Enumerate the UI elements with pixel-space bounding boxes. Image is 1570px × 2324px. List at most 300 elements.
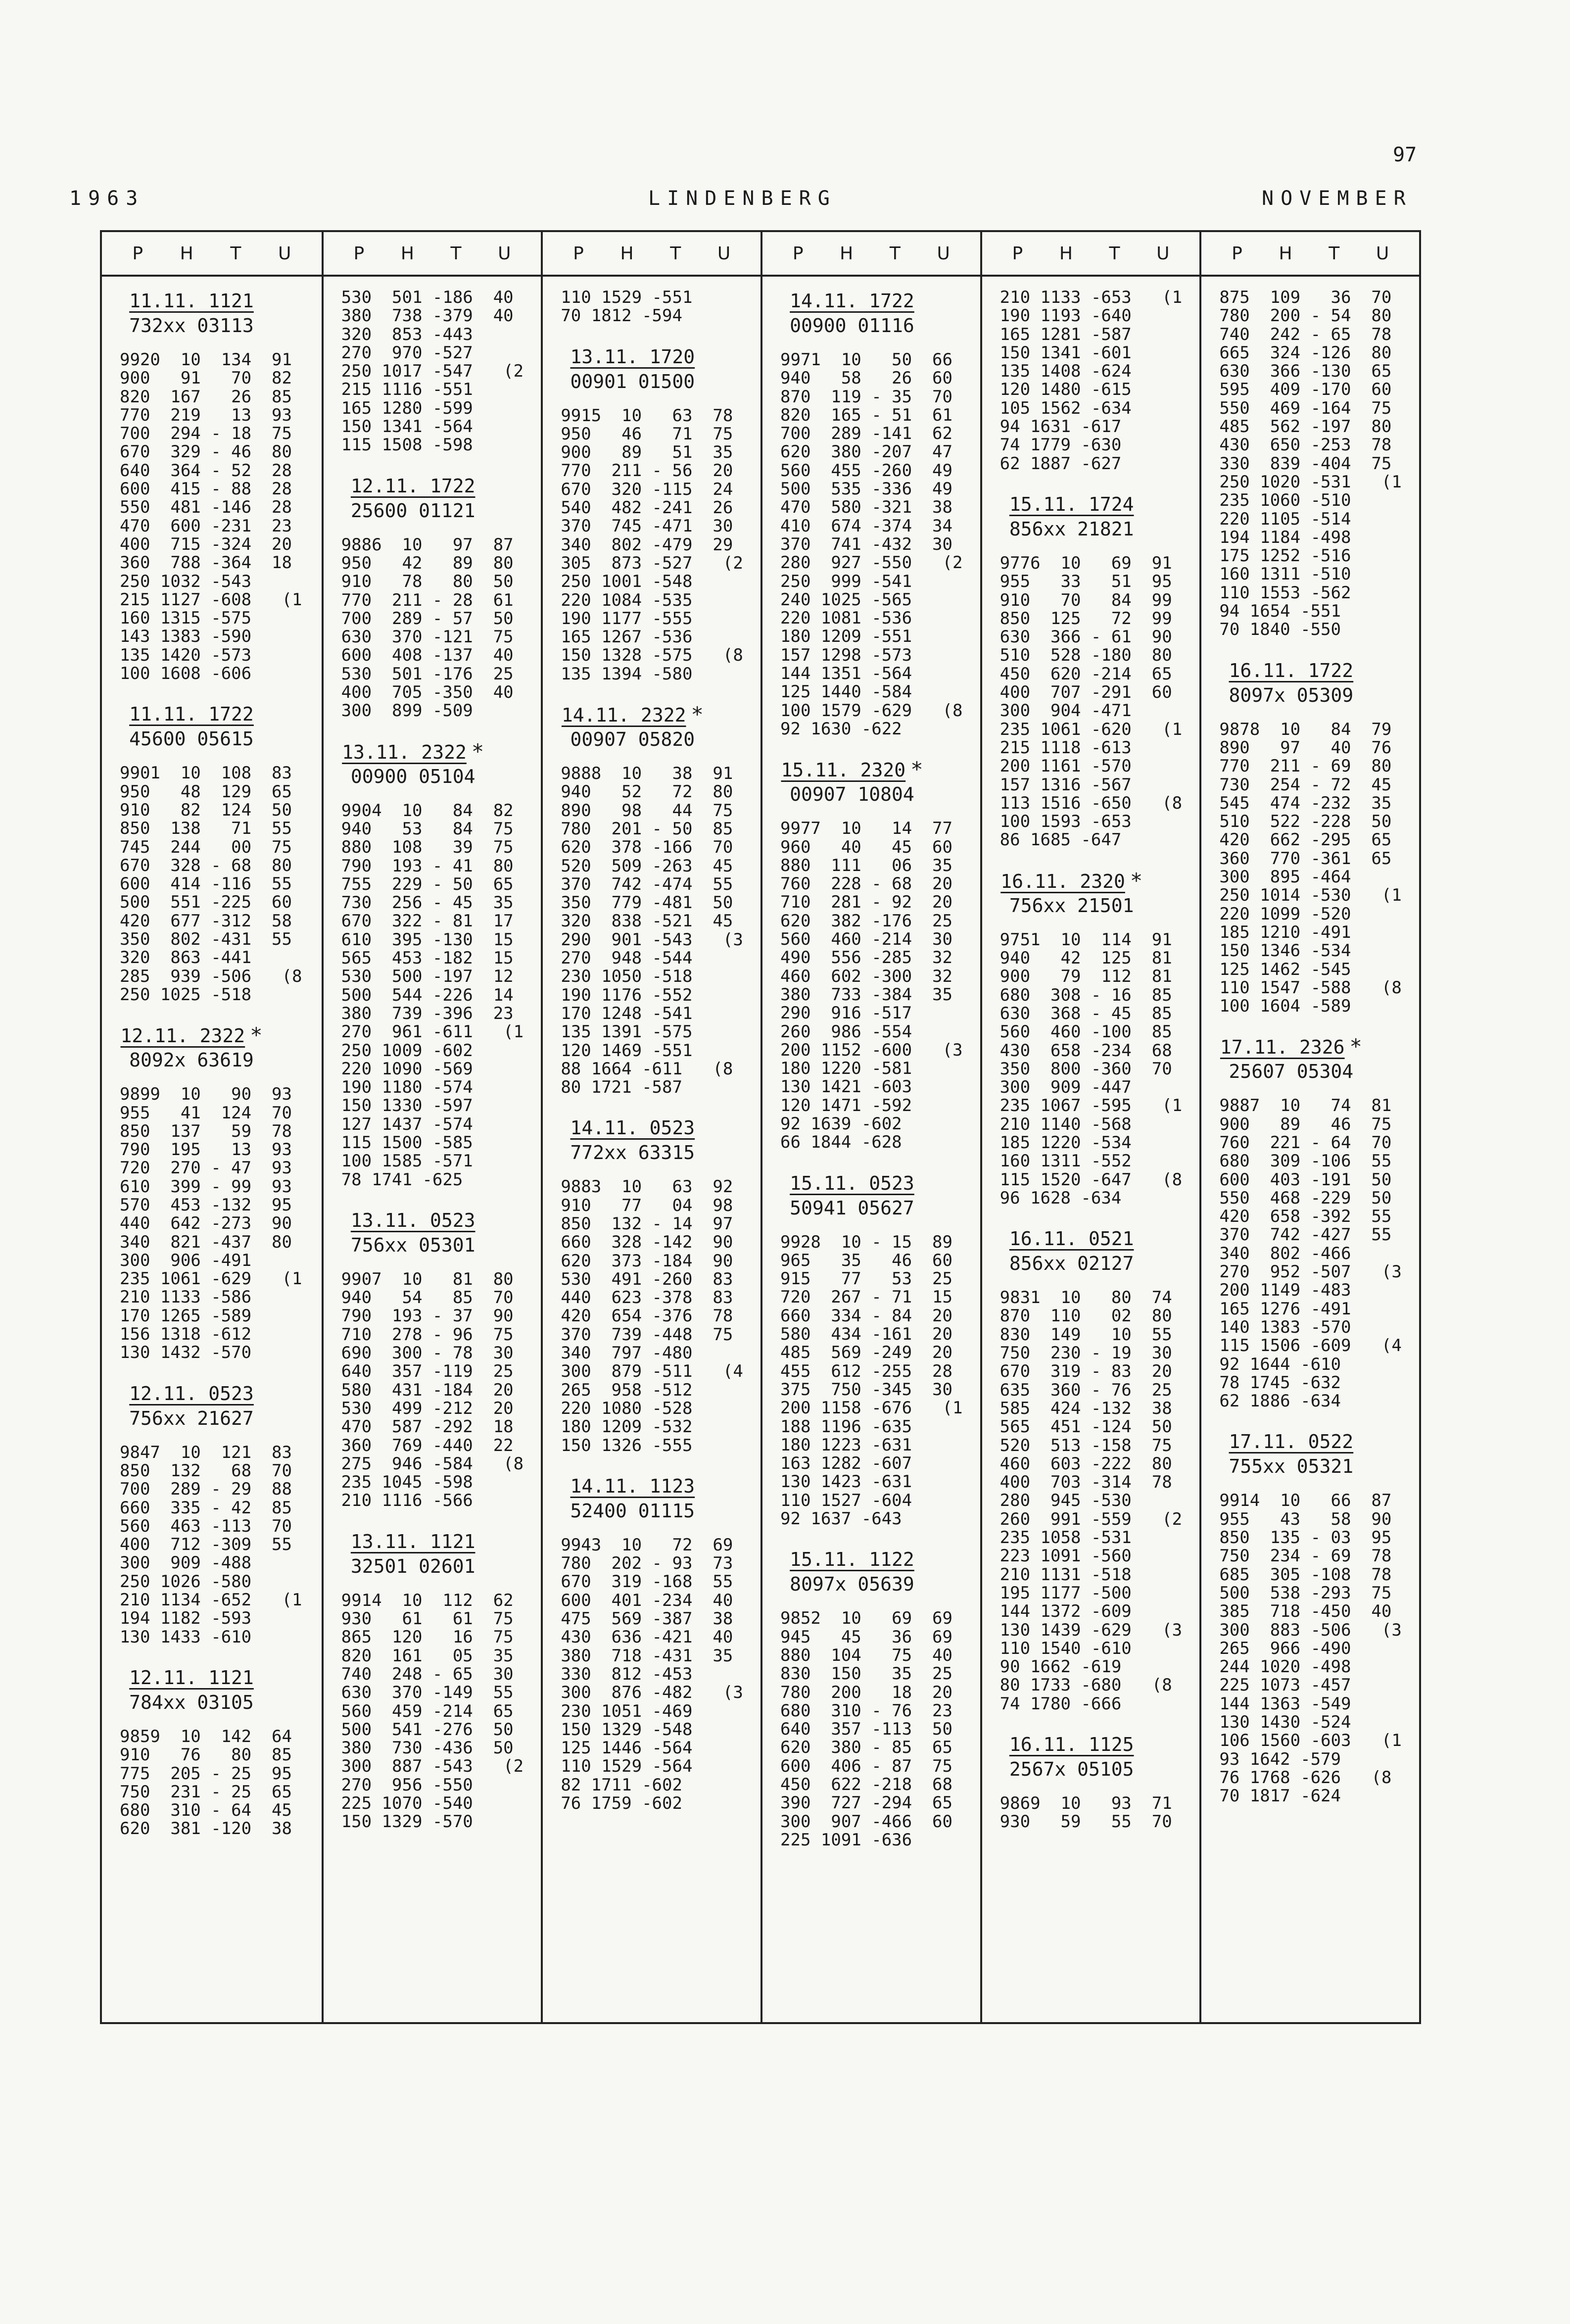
table-row: 175 1252 -516 <box>1219 546 1351 566</box>
table-row: 125 1462 -545 <box>1219 959 1351 979</box>
table-row: 88 1664 -611 (8 <box>561 1059 733 1079</box>
table-row: 78 1745 -632 <box>1219 1372 1341 1393</box>
table-row: 430 636 -421 40 <box>561 1627 733 1647</box>
table-row: 530 500 -197 12 <box>341 967 514 987</box>
block-code: 25600 01121 <box>350 499 476 522</box>
table-row: 640 357 -119 25 <box>341 1361 514 1382</box>
table-row: 630 370 -149 55 <box>341 1683 514 1703</box>
table-row: 720 270 - 47 93 <box>120 1158 292 1178</box>
table-row: 150 1330 -597 <box>341 1096 473 1116</box>
sounding-block <box>341 1529 541 1832</box>
block-title <box>561 1474 704 1499</box>
table-row: 700 289 -141 62 <box>780 424 952 444</box>
column-body <box>1201 277 1419 1805</box>
block-title <box>780 757 924 782</box>
table-row: 940 58 26 60 <box>780 368 952 388</box>
table-row: 80 1733 -680 (8 <box>999 1675 1172 1695</box>
block-title <box>780 1547 924 1572</box>
table-row: 9878 10 84 79 <box>1219 719 1392 739</box>
table-row: 915 77 53 25 <box>780 1269 952 1289</box>
block-star: * <box>471 739 484 764</box>
table-row: 635 360 - 76 25 <box>999 1380 1172 1400</box>
table-row: 9928 10 - 15 89 <box>780 1232 952 1252</box>
column-header <box>543 232 761 277</box>
table-row: 755 229 - 50 65 <box>341 874 514 894</box>
table-row: 520 513 -158 75 <box>999 1435 1172 1455</box>
table-row: 260 991 -559 (2 <box>999 1509 1183 1529</box>
table-row: 225 1070 -540 <box>341 1793 473 1813</box>
block-code: 772xx 63315 <box>570 1142 695 1164</box>
table-row: 660 328 -142 90 <box>561 1232 733 1253</box>
table-row: 190 1193 -640 <box>999 306 1132 326</box>
table-row: 9869 10 93 71 <box>999 1793 1172 1813</box>
table-row: 340 797 -480 <box>561 1343 693 1363</box>
sounding-block <box>341 1208 541 1510</box>
block-date-time: 14.11. 2322 <box>561 704 686 726</box>
column-header-label: U <box>937 243 950 264</box>
column-header-label: H <box>1059 243 1073 264</box>
table-row: 120 1480 -615 <box>999 380 1132 400</box>
table-row: 400 705 -350 40 <box>341 682 514 703</box>
table-row: 9971 10 50 66 <box>780 350 952 370</box>
block-title <box>561 702 704 727</box>
block-star: * <box>250 1023 263 1048</box>
table-row: 190 1176 -552 <box>561 985 693 1005</box>
table-row: 105 1562 -634 <box>999 398 1132 418</box>
table-row: 290 916 -517 <box>780 1003 912 1023</box>
table-row: 745 244 00 75 <box>120 837 292 857</box>
table-row: 370 739 -448 75 <box>561 1324 733 1345</box>
table-row: 420 677 -312 58 <box>120 911 292 931</box>
table-row: 380 739 -396 23 <box>341 1003 514 1023</box>
table-row: 470 587 -292 18 <box>341 1417 514 1437</box>
table-row: 620 381 -120 38 <box>120 1819 292 1839</box>
table-row: 190 1180 -574 <box>341 1077 473 1098</box>
table-row: 300 883 -506 (3 <box>1219 1620 1402 1640</box>
block-title <box>1000 492 1143 517</box>
table-row: 600 408 -137 40 <box>341 645 514 666</box>
table-column <box>761 232 980 2022</box>
table-row: 9886 10 97 87 <box>341 534 514 555</box>
table-row: 340 802 -466 <box>1219 1243 1351 1263</box>
table-row: 850 137 59 78 <box>120 1121 292 1141</box>
table-row: 340 802 -479 29 <box>561 534 733 555</box>
table-row: 560 463 -113 70 <box>120 1516 292 1536</box>
header-station: LINDENBERG <box>648 187 837 210</box>
column-header-label: U <box>1376 243 1389 264</box>
table-row: 770 211 - 69 80 <box>1219 756 1392 776</box>
column-header-label: P <box>132 243 143 264</box>
table-row: 110 1527 -604 <box>780 1490 912 1510</box>
table-row: 630 368 - 45 85 <box>999 1003 1172 1023</box>
column-header-label: T <box>1109 243 1120 264</box>
table-row: 780 200 18 20 <box>780 1682 952 1702</box>
table-row: 260 986 -554 <box>780 1021 912 1042</box>
table-row: 660 334 - 84 20 <box>780 1306 952 1326</box>
table-row: 120 1469 -551 <box>561 1040 693 1061</box>
table-row: 250 1026 -580 <box>120 1571 252 1592</box>
column-header-label: P <box>792 243 804 264</box>
block-date-time: 13.11. 2322 <box>342 741 467 763</box>
column-header <box>102 232 322 277</box>
block-code: 00900 05104 <box>350 765 476 787</box>
table-row: 9920 10 134 91 <box>120 350 292 370</box>
table-row: 270 956 -550 <box>341 1775 473 1795</box>
table-row: 244 1020 -498 <box>1219 1657 1351 1677</box>
table-row: 580 431 -184 20 <box>341 1380 514 1400</box>
block-title <box>780 1171 924 1196</box>
table-row: 9943 10 72 69 <box>561 1535 733 1555</box>
table-row: 74 1780 -666 <box>999 1694 1122 1714</box>
table-row: 157 1298 -573 <box>780 645 912 665</box>
table-row: 850 138 71 55 <box>120 819 292 839</box>
table-row: 780 200 - 54 80 <box>1219 306 1392 326</box>
table-row: 640 357 -113 50 <box>780 1719 952 1740</box>
table-row: 665 324 -126 80 <box>1219 342 1392 363</box>
table-row: 900 89 51 35 <box>561 442 733 463</box>
table-row: 850 125 72 99 <box>999 608 1172 629</box>
table-row: 450 622 -218 68 <box>780 1775 952 1794</box>
table-row: 850 135 - 03 95 <box>1219 1528 1392 1548</box>
block-date-time: 12.11. 1722 <box>350 475 476 497</box>
table-row: 92 1630 -622 <box>780 719 902 739</box>
table-column <box>102 232 322 2022</box>
table-row: 370 741 -432 30 <box>780 534 952 554</box>
table-row: 9859 10 142 64 <box>120 1726 292 1746</box>
table-row: 700 294 - 18 75 <box>120 424 292 444</box>
table-row: 300 895 -464 <box>1219 867 1351 887</box>
table-row: 890 97 40 76 <box>1219 737 1392 758</box>
table-row: 370 742 -474 55 <box>561 874 733 894</box>
table-row: 225 1091 -636 <box>780 1830 912 1850</box>
table-row: 130 1423 -631 <box>780 1472 912 1492</box>
block-title <box>561 1115 704 1140</box>
table-row: 110 1529 -564 <box>561 1756 693 1777</box>
table-row: 170 1265 -589 <box>120 1306 252 1326</box>
table-row: 96 1628 -634 <box>999 1188 1122 1208</box>
table-row: 570 453 -132 95 <box>120 1195 292 1215</box>
table-row: 940 52 72 80 <box>561 782 733 802</box>
table-row: 600 403 -191 50 <box>1219 1169 1392 1190</box>
table-row: 470 580 -321 38 <box>780 497 952 518</box>
table-row: 600 414 -116 55 <box>120 874 292 894</box>
sounding-block <box>1219 1034 1419 1410</box>
sounding-block <box>120 702 322 1004</box>
column-header-label: P <box>353 243 365 264</box>
table-row: 280 927 -550 (2 <box>780 553 963 573</box>
table-row: 400 707 -291 60 <box>999 682 1172 703</box>
table-row: 520 509 -263 45 <box>561 856 733 876</box>
table-row: 106 1560 -603 (1 <box>1219 1731 1402 1751</box>
block-code: 8097x 05639 <box>790 1573 914 1596</box>
block-code: 732xx 03113 <box>129 315 254 337</box>
table-row: 370 742 -427 55 <box>1219 1225 1392 1245</box>
table-row: 62 1887 -627 <box>999 453 1122 474</box>
table-row: 115 1520 -647 (8 <box>999 1169 1183 1190</box>
table-row: 160 1315 -575 <box>120 608 252 629</box>
table-row: 300 907 -466 60 <box>780 1811 952 1832</box>
table-column <box>980 232 1200 2022</box>
table-row: 950 42 89 80 <box>341 553 514 573</box>
table-row: 680 310 - 64 45 <box>120 1800 292 1821</box>
block-title <box>341 739 485 764</box>
table-row: 300 899 -509 <box>341 701 473 721</box>
table-row: 385 718 -450 40 <box>1219 1601 1392 1622</box>
table-row: 760 221 - 64 70 <box>1219 1132 1392 1153</box>
table-row: 485 562 -197 80 <box>1219 417 1392 437</box>
table-row: 130 1430 -524 <box>1219 1712 1351 1732</box>
table-row: 780 202 - 93 73 <box>561 1553 733 1574</box>
table-row: 80 1721 -587 <box>561 1077 682 1098</box>
block-code: 8092x 63619 <box>129 1049 254 1071</box>
block-title <box>120 289 263 313</box>
sounding-block <box>1000 289 1200 473</box>
column-header-label: T <box>230 243 241 264</box>
block-star: * <box>691 702 704 727</box>
table-row: 200 1149 -483 <box>1219 1280 1351 1301</box>
table-row: 165 1267 -536 <box>561 627 693 647</box>
block-star: * <box>1130 868 1143 893</box>
table-row: 9776 10 69 91 <box>999 553 1172 573</box>
table-row: 600 406 - 87 75 <box>780 1756 952 1776</box>
block-date-time: 11.11. 1121 <box>129 290 254 312</box>
table-row: 880 108 39 75 <box>341 837 514 858</box>
table-row: 500 541 -276 50 <box>341 1719 514 1740</box>
table-row: 750 231 - 25 65 <box>120 1782 292 1802</box>
block-star: * <box>1349 1034 1362 1059</box>
table-row: 790 195 13 93 <box>120 1140 292 1160</box>
table-row: 130 1433 -610 <box>120 1627 252 1647</box>
table-row: 390 727 -294 65 <box>780 1793 952 1813</box>
table-row: 163 1282 -607 <box>780 1453 912 1474</box>
table-row: 300 904 -471 <box>999 701 1132 721</box>
table-row: 330 839 -404 75 <box>1219 453 1392 474</box>
table-row: 270 952 -507 (3 <box>1219 1262 1402 1282</box>
sounding-block <box>561 289 761 326</box>
block-code: 784xx 03105 <box>129 1691 254 1713</box>
table-row: 220 1099 -520 <box>1219 904 1351 924</box>
column-body <box>762 277 980 1849</box>
table-row: 750 230 - 19 30 <box>999 1343 1172 1363</box>
column-body <box>543 277 761 1813</box>
table-row: 210 1133 -586 <box>120 1287 252 1307</box>
header-month: NOVEMBER <box>1262 187 1413 210</box>
sounding-block <box>1000 869 1200 1208</box>
table-row: 215 1116 -551 <box>341 380 473 400</box>
table-row: 580 434 -161 20 <box>780 1324 952 1345</box>
table-row: 235 1061 -629 (1 <box>120 1269 302 1289</box>
block-date-time: 16.11. 0521 <box>1009 1228 1134 1250</box>
table-row: 630 366 -130 65 <box>1219 361 1392 382</box>
table-row: 375 750 -345 30 <box>780 1379 952 1400</box>
table-row: 9847 10 121 83 <box>120 1442 292 1462</box>
sounding-block <box>120 1665 322 1839</box>
table-row: 9915 10 63 78 <box>561 405 733 426</box>
table-row: 160 1311 -552 <box>999 1151 1132 1171</box>
block-date-time: 13.11. 1720 <box>570 345 695 368</box>
table-row: 130 1421 -603 <box>780 1077 912 1097</box>
table-row: 305 873 -527 (2 <box>561 553 743 573</box>
table-row: 770 219 13 93 <box>120 405 292 425</box>
column-header-label: P <box>573 243 584 264</box>
block-title <box>120 1023 263 1048</box>
table-row: 92 1637 -643 <box>780 1509 902 1529</box>
table-row: 400 715 -324 20 <box>120 534 292 554</box>
sounding-block <box>120 289 322 683</box>
table-row: 680 310 - 76 23 <box>780 1700 952 1721</box>
table-row: 127 1437 -574 <box>341 1114 473 1134</box>
table-row: 775 205 - 25 95 <box>120 1763 292 1784</box>
table-row: 420 662 -295 65 <box>1219 830 1392 850</box>
table-row: 160 1311 -510 <box>1219 564 1351 584</box>
table-row: 250 1009 -602 <box>341 1040 473 1061</box>
block-date-time: 14.11. 0523 <box>570 1117 695 1139</box>
block-date-time: 16.11. 1125 <box>1009 1734 1134 1755</box>
table-row: 910 82 124 50 <box>120 800 292 820</box>
table-row: 670 320 -115 24 <box>561 479 733 499</box>
table-row: 380 730 -436 50 <box>341 1738 514 1758</box>
table-row: 870 119 - 35 70 <box>780 387 952 407</box>
table-row: 450 620 -214 65 <box>999 664 1172 684</box>
table-row: 180 1223 -631 <box>780 1435 912 1455</box>
table-row: 135 1420 -573 <box>120 645 252 665</box>
table-row: 760 228 - 68 20 <box>780 874 952 894</box>
table-row: 820 165 - 51 61 <box>780 405 952 425</box>
table-row: 545 474 -232 35 <box>1219 793 1392 813</box>
table-row: 150 1329 -570 <box>341 1812 473 1832</box>
block-date-time: 15.11. 0523 <box>790 1172 914 1194</box>
block-date-time: 17.11. 2326 <box>1220 1036 1345 1059</box>
table-row: 220 1084 -535 <box>561 590 693 610</box>
table-row: 9914 10 112 62 <box>341 1590 514 1610</box>
table-row: 790 193 - 37 90 <box>341 1306 514 1326</box>
table-row: 180 1209 -551 <box>780 627 912 647</box>
table-row: 9887 10 74 81 <box>1219 1096 1392 1116</box>
table-row: 560 460 -214 30 <box>780 929 952 950</box>
table-row: 560 455 -260 49 <box>780 460 952 481</box>
table-row: 82 1711 -602 <box>561 1775 682 1795</box>
table-row: 360 769 -440 22 <box>341 1435 514 1455</box>
table-row: 225 1073 -457 <box>1219 1675 1351 1695</box>
table-row: 92 1644 -610 <box>1219 1354 1341 1374</box>
table-row: 350 800 -360 70 <box>999 1059 1172 1079</box>
table-row: 150 1341 -601 <box>999 342 1132 363</box>
table-row: 265 958 -512 <box>561 1380 693 1400</box>
table-row: 565 451 -124 50 <box>999 1417 1172 1437</box>
block-title <box>120 1665 263 1690</box>
table-row: 900 91 70 82 <box>120 368 292 388</box>
table-row: 110 1540 -610 <box>999 1638 1132 1658</box>
table-row: 250 1020 -531 (1 <box>1219 472 1402 492</box>
table-row: 78 1741 -625 <box>341 1169 463 1190</box>
table-row: 710 278 - 96 75 <box>341 1324 514 1345</box>
header-year: 1963 <box>69 187 145 210</box>
table-row: 500 544 -226 14 <box>341 985 514 1005</box>
table-row: 660 335 - 42 85 <box>120 1498 292 1518</box>
table-row: 460 602 -300 32 <box>780 966 952 986</box>
table-row: 955 43 58 90 <box>1219 1509 1392 1529</box>
block-date-time: 14.11. 1722 <box>790 290 914 312</box>
sounding-table <box>100 230 1421 2024</box>
table-row: 125 1440 -584 <box>780 682 912 702</box>
table-row: 455 612 -255 28 <box>780 1361 952 1381</box>
table-row: 550 468 -229 50 <box>1219 1188 1392 1208</box>
table-row: 235 1061 -620 (1 <box>999 719 1183 739</box>
table-row: 300 909 -488 <box>120 1553 252 1573</box>
table-row: 194 1182 -593 <box>120 1608 252 1629</box>
table-row: 250 1014 -530 (1 <box>1219 885 1402 906</box>
block-title <box>780 289 924 313</box>
block-code: 00907 10804 <box>790 783 914 806</box>
column-header-label: U <box>278 243 291 264</box>
table-row: 200 1158 -676 (1 <box>780 1398 963 1418</box>
column-header <box>1201 232 1419 277</box>
block-code: 2567x 05105 <box>1009 1758 1134 1780</box>
table-row: 740 248 - 65 30 <box>341 1664 514 1684</box>
table-row: 194 1184 -498 <box>1219 527 1351 547</box>
table-row: 100 1585 -571 <box>341 1151 473 1171</box>
table-row: 470 600 -231 23 <box>120 516 292 536</box>
table-row: 910 76 80 85 <box>120 1745 292 1765</box>
table-row: 670 328 - 68 80 <box>120 855 292 875</box>
table-row: 620 380 - 85 65 <box>780 1738 952 1758</box>
table-row: 275 946 -584 (8 <box>341 1453 524 1474</box>
block-date-time: 14.11. 1123 <box>570 1475 695 1497</box>
table-row: 670 329 - 46 80 <box>120 442 292 462</box>
table-row: 94 1654 -551 <box>1219 601 1341 622</box>
table-row: 500 538 -293 75 <box>1219 1583 1392 1603</box>
block-date-time: 12.11. 2322 <box>120 1025 245 1047</box>
table-row: 250 999 -541 <box>780 571 912 591</box>
table-row: 250 1001 -548 <box>561 572 693 592</box>
table-row: 270 970 -527 <box>341 342 473 363</box>
table-row: 185 1220 -534 <box>999 1132 1132 1153</box>
column-header-label: T <box>1329 243 1340 264</box>
block-date-time: 12.11. 0523 <box>129 1382 254 1404</box>
table-row: 100 1604 -589 <box>1219 996 1351 1017</box>
table-row: 100 1579 -629 (8 <box>780 700 963 721</box>
block-title <box>120 702 263 726</box>
table-row: 66 1844 -628 <box>780 1132 902 1153</box>
column-header-label: P <box>1232 243 1242 264</box>
table-row: 280 945 -530 <box>999 1491 1132 1511</box>
table-row: 320 838 -521 45 <box>561 911 733 931</box>
block-code: 755xx 05321 <box>1229 1455 1354 1478</box>
table-row: 220 1081 -536 <box>780 608 912 629</box>
table-row: 320 863 -441 <box>120 948 252 968</box>
table-row: 210 1131 -518 <box>999 1564 1132 1585</box>
table-row: 350 802 -431 55 <box>120 929 292 950</box>
table-row: 180 1220 -581 <box>780 1059 912 1079</box>
table-row: 9888 10 38 91 <box>561 764 733 784</box>
table-row: 135 1408 -624 <box>999 361 1132 382</box>
sounding-block <box>1219 289 1419 639</box>
table-row: 530 499 -212 20 <box>341 1398 514 1418</box>
table-row: 360 770 -361 65 <box>1219 848 1392 869</box>
table-row: 550 481 -146 28 <box>120 497 292 518</box>
table-row: 865 120 16 75 <box>341 1627 514 1647</box>
table-row: 110 1553 -562 <box>1219 582 1351 603</box>
table-row: 130 1439 -629 (3 <box>999 1620 1183 1640</box>
table-row: 620 378 -166 70 <box>561 837 733 858</box>
sounding-block <box>341 739 541 1189</box>
table-row: 270 948 -544 <box>561 948 693 968</box>
table-row: 115 1508 -598 <box>341 435 473 455</box>
table-row: 595 409 -170 60 <box>1219 380 1392 400</box>
table-row: 93 1642 -579 <box>1219 1749 1341 1769</box>
table-row: 730 256 - 45 35 <box>341 893 514 913</box>
table-row: 510 528 -180 80 <box>999 645 1172 666</box>
